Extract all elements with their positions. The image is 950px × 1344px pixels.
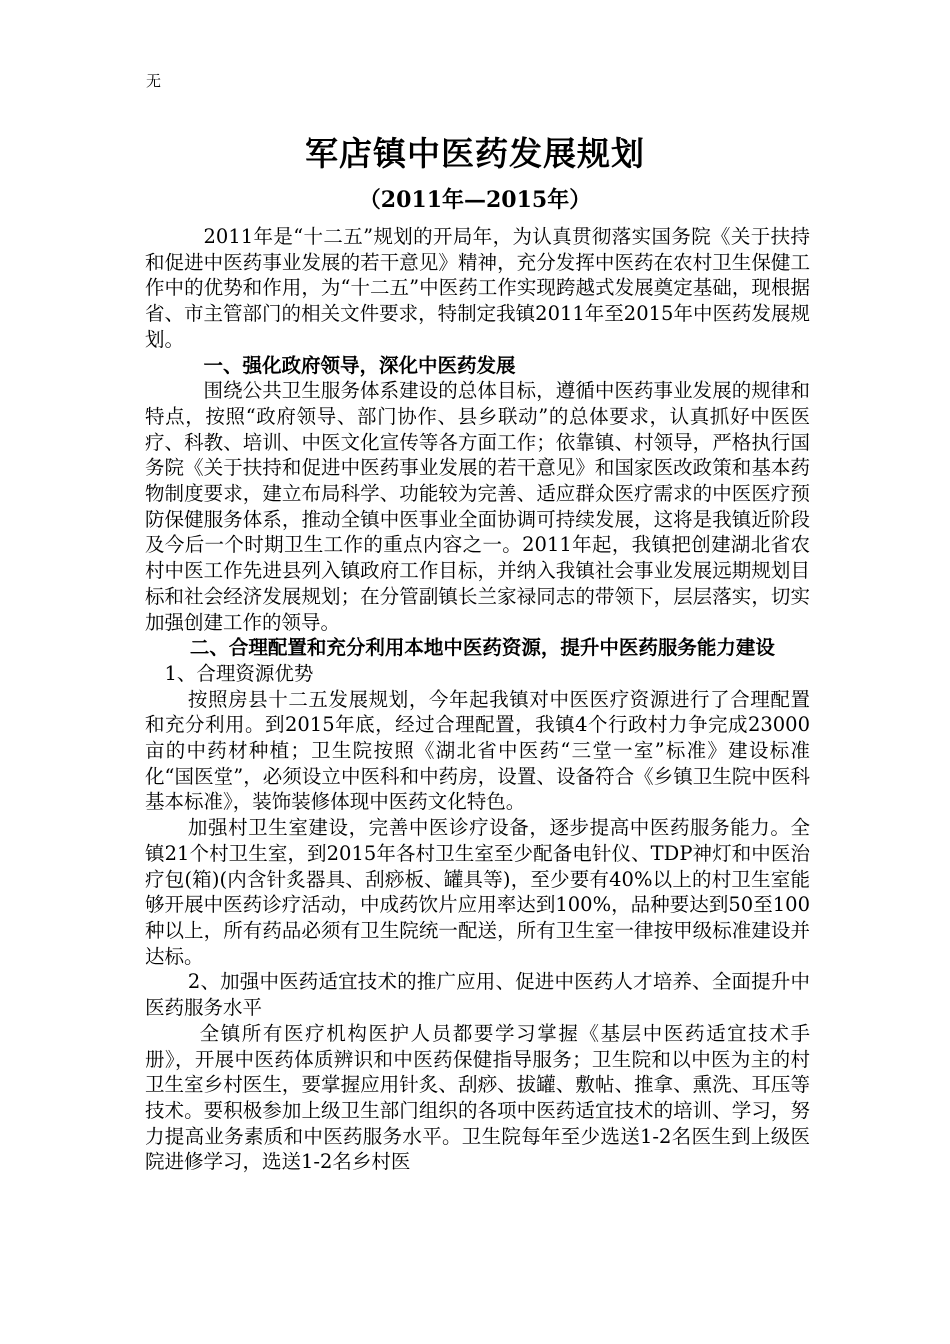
intro-paragraph: 2011年是“十二五”规划的开局年，为认真贯彻落实国务院《关于扶持和促进中医药事业发展的若干意见》精神，充分发挥中医药在农村卫生保健工作中的优势和作用，为“十二五”中医药工作实现跨越式发展奠定基础，现根据省、市主管部门的相关文件要求，特制定我镇2011年至2015年中医药发展规划。: [145, 225, 810, 351]
subsection-heading-1: 1、合理资源优势: [164, 661, 314, 685]
subsection-heading-2: 2、加强中医药适宜技术的推广应用、促进中医药人才培养、全面提升中医药服务水平: [145, 970, 810, 1020]
subsection-1-paragraph-2: 加强村卫生室建设，完善中医诊疗设备，逐步提高中医药服务能力。全镇21个村卫生室，到2015年各村卫生室至少配备电针仪、TDP神灯和中医治疗包(箱)(内含针炙器具、刮痧板、罐具等)，至少要有40%以上的村卫生室能够开展中医药诊疗活动，中成药饮片应用率达到100%，品种要达到50至100种以上，所有药品必须有卫生院统一配送，所有卫生室一律按甲级标准建设并达标。: [145, 816, 810, 968]
section-heading-1: 一、强化政府领导，深化中医药发展: [203, 353, 516, 377]
section-1-paragraph: 围绕公共卫生服务体系建设的总体目标，遵循中医药事业发展的规律和特点，按照“政府领导、部门协作、县乡联动”的总体要求，认真抓好中医医疗、科教、培训、中医文化宣传等各方面工作；依靠镇、村领导，严格执行国务院《关于扶持和促进中医药事业发展的若干意见》和国家医改政策和基本药物制度要求，建立布局科学、功能较为完善、适应群众医疗需求的中医医疗预防保健服务体系，推动全镇中医事业全面协调可持续发展，这将是我镇近阶段及今后一个时期卫生工作的重点内容之一。2011年起，我镇把创建湖北省农村中医工作先进县列入镇政府工作目标，并纳入我镇社会事业发展远期规划目标和社会经济发展规划；在分管副镇长兰家禄同志的带领下，层层落实，切实加强创建工作的领导。: [145, 379, 810, 634]
section-heading-2: 二、合理配置和充分利用本地中医药资源，提升中医药服务能力建设: [189, 636, 775, 660]
document-subtitle: （2011年—2015年）: [358, 187, 592, 213]
document-body: [145, 224, 810, 1175]
subsection-2-paragraph: 全镇所有医疗机构医护人员都要学习掌握《基层中医药适宜技术手册》，开展中医药体质辨识和中医药保健指导服务；卫生院和以中医为主的村卫生室乡村医生，要掌握应用针炙、刮痧、拔罐、敷帖、推拿、熏洗、耳压等技术。要积极参加上级卫生部门组织的各项中医药适宜技术的培训、学习，努力提高业务素质和中医药服务水平。卫生院每年至少选送1-2名医生到上级医院进修学习，选送1-2名乡村医: [145, 1021, 810, 1174]
document-title: 军店镇中医药发展规划: [305, 134, 645, 173]
subsection-1-paragraph: 按照房县十二五发展规划，今年起我镇对中医医疗资源进行了合理配置和充分利用。到2015年底，经过合理配置，我镇4个行政村力争完成23000亩的中药材种植；卫生院按照《湖北省中医药“三堂一室”标准》建设标准化“国医堂”，必须设立中医科和中药房，设置、设备符合《乡镇卫生院中医科基本标准》，装饰装修体现中医药文化特色。: [145, 687, 810, 814]
header-mark: 无: [146, 72, 162, 90]
